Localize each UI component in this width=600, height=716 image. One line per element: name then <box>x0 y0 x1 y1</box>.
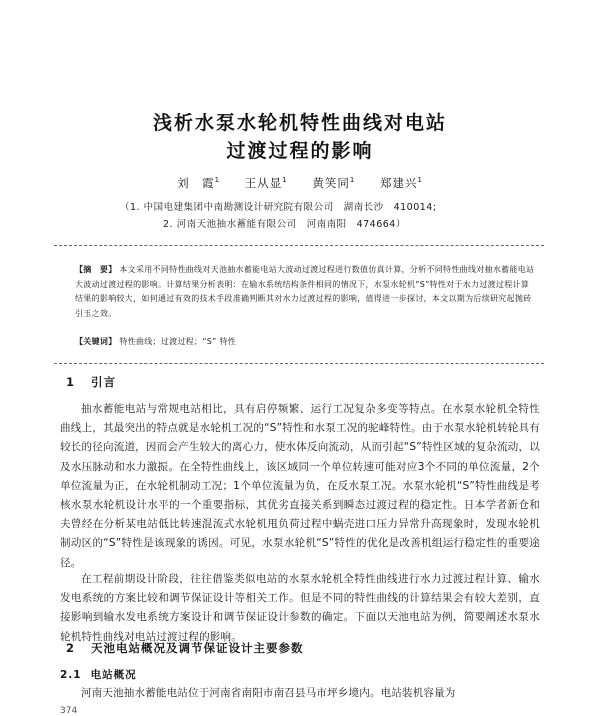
author: 王从显$^1$ <box>244 176 288 190</box>
section-number: 2 <box>66 641 76 655</box>
section-heading-overview <box>66 640 304 656</box>
author-list <box>0 175 600 191</box>
top-divider <box>54 245 544 246</box>
section-number: 1 <box>66 375 76 389</box>
affiliation-line1: （1. 中国电建集团中南勘测设计研究院有限公司 湖南长沙 410014; <box>120 202 437 213</box>
section-heading-intro <box>66 374 116 390</box>
intro-paragraph-1: 抽水蓄能电站与常规电站相比，具有启停频繁、运行工况复杂多变等特点。在水泵水轮机全特性曲线上，其最突出的特点就是水轮机工况的“S”特性和水泵工况的驼峰特性。由于水泵水轮机转轮具有较长的径向流道，因而会产生较大的离心力，使水体反向流动，从而引起“S”特性区域的复杂流动，以及水压脉动和水力激振。在全特性曲线上，该区域同一个单位转速可能对应3个不同的单位流量，2个单位流量为正，在水轮机制动工况；1个单位流量为负，在反水泵工况。水泵水轮机“S”特性曲线是考核水泵水轮机设计水平的一个重要指标，其优劣直接关系到瞬态过渡过程的稳定性。日本学者新仓和夫曾经在分析某电站低比转速混流式水轮机甩负荷过程中蜗壳进口压力异常升高现象时，发现水轮机制动区的“S”特性是该现象的诱因。可见，水泵水轮机“S”特性的优化是改善机组运行稳定性的重要途径。 <box>60 403 540 569</box>
paper-title-line2: 过渡过程的影响 <box>226 140 374 162</box>
author: 郑建兴$^1$ <box>379 176 423 190</box>
keywords <box>75 336 535 347</box>
overview-paragraph-1: 河南天池抽水蓄能电站位于河南省南阳市南召县马市坪乡境内。电站装机容量为 <box>81 687 456 699</box>
keywords-label: 【关键词】 <box>75 337 117 346</box>
keywords-text: 特性曲线；过渡过程；“S” 特性 <box>119 337 237 346</box>
subsection-title: 电站概况 <box>90 669 137 681</box>
page-number: 374 <box>60 706 78 716</box>
section-title: 引言 <box>91 375 117 389</box>
abstract-text: 本文采用不同特性曲线对天池抽水蓄能电站大波动过渡过程进行数值仿真计算，分析不同特性曲线对抽水蓄能电站大波动过渡过程的影响。计算结果分析表明：在输水系统结构条件相同的情况下，水泵水轮机“S”特性对于水力过渡过程计算结果的影响较大，如何通过有效的技术手段准确判断其对水力过渡过程的影响，值得进一步探讨，本文以期为后续研究起抛砖引玉之效。 <box>75 265 535 318</box>
section-title: 天池电站概况及调节保证设计主要参数 <box>91 641 304 655</box>
author: 刘 霞$^1$ <box>177 176 221 190</box>
abstract <box>75 263 535 321</box>
subsection-heading <box>60 667 137 682</box>
subsection-number: 2.1 <box>60 669 82 681</box>
author: 黄笑同$^1$ <box>312 176 356 190</box>
bottom-divider <box>54 363 544 364</box>
abstract-label: 【摘 要】 <box>75 265 117 274</box>
paper-title-line1: 浅析水泵水轮机特性曲线对电站 <box>152 112 447 134</box>
affiliation-line2: 2. 河南天池抽水蓄能有限公司 河南南阳 474664） <box>163 219 406 230</box>
intro-paragraph-2: 在工程前期设计阶段，往往借鉴类似电站的水泵水轮机全特性曲线进行水力过渡过程计算、输水发电系统的方案比较和调节保证设计等相关工作。但是不同的特性曲线的计算结果会有较大差别，直接影响到输水发电系统方案设计和调节保证设计参数的确定。下面以天池电站为例，简要阐述水泵水轮机特性曲线对电站过渡过程的影响。 <box>60 573 540 643</box>
